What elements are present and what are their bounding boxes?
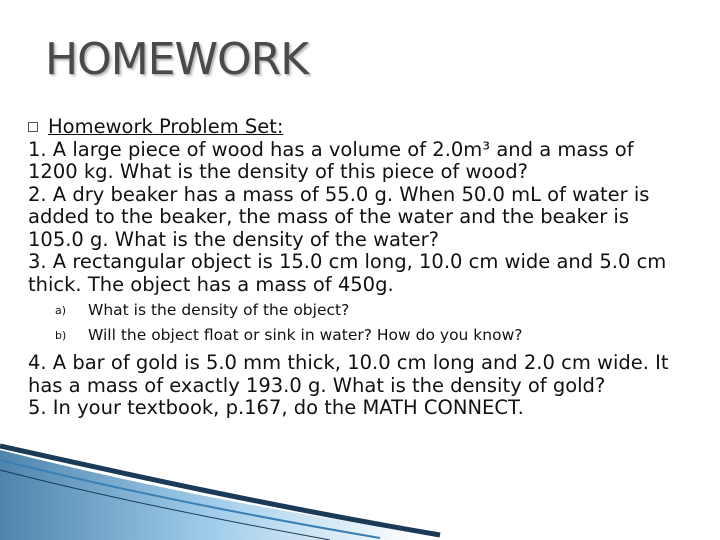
slide-content [28, 116, 688, 420]
heading-text: Homework Problem Set: [48, 115, 284, 138]
sub-question-b-text: Will the object float or sink in water? How do you know? [88, 326, 523, 344]
problem-5: 5. In your textbook, p.167, do the MATH CONNECT. [28, 396, 524, 419]
sub-question-a-text: What is the density of the object? [88, 301, 350, 319]
wave-light-band [0, 450, 420, 540]
sub-question-list [28, 298, 688, 348]
sub-marker-a: a) [55, 304, 67, 317]
checkbox-bullet-icon [28, 122, 38, 132]
problem-3: 3. A rectangular object is 15.0 cm long, 10.0 cm wide and 5.0 cm thick. The object has a mass of 450g. [28, 250, 667, 296]
decorative-wave [0, 440, 720, 540]
sub-marker-b: b) [55, 329, 67, 342]
problem-1: 1. A large piece of wood has a volume of 2.0m³ and a mass of 1200 kg. What is the density of this piece of wood? [28, 137, 634, 183]
slide-title: HOMEWORK [45, 34, 309, 85]
problem-2: 2. A dry beaker has a mass of 55.0 g. When 50.0 mL of water is added to the beaker, the mass of the water and the beaker is 105.0 g. What is the density of the water? [28, 182, 650, 251]
sub-question-b [28, 323, 688, 348]
problem-4: 4. A bar of gold is 5.0 mm thick, 10.0 cm long and 2.0 cm wide. It has a mass of exactly 193.0 g. What is the density of gold? [28, 351, 669, 397]
bullet-heading [28, 116, 688, 139]
sub-question-a [28, 298, 688, 323]
